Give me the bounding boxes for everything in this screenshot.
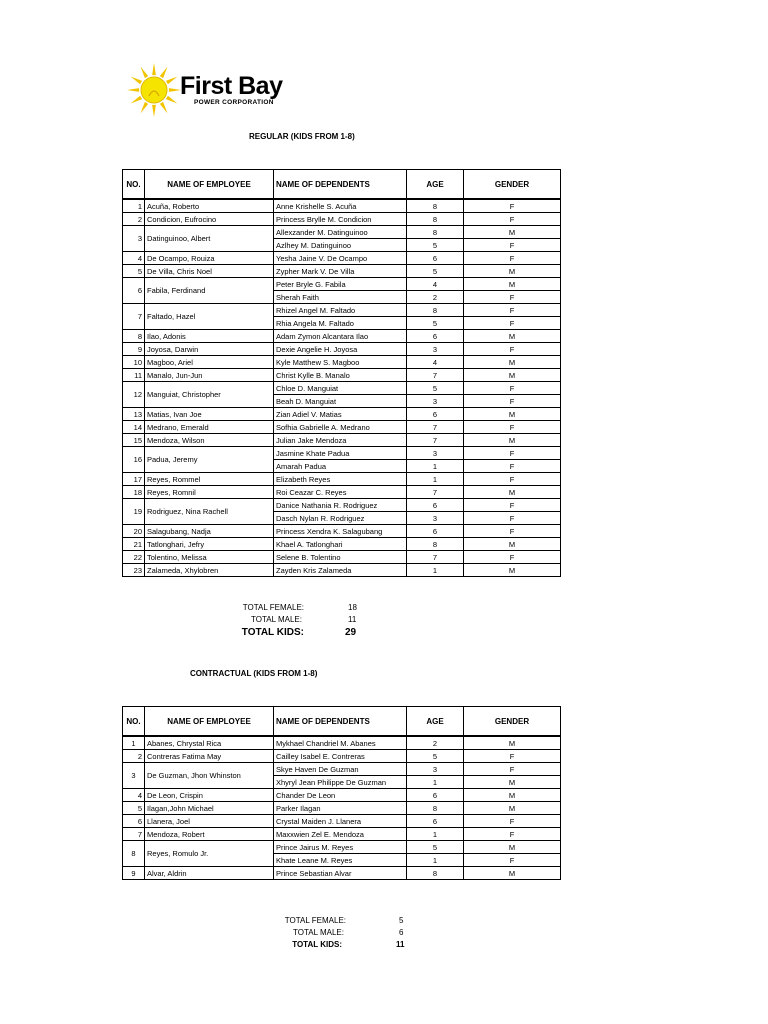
- dependent-gender: F: [464, 473, 561, 486]
- employee-name: Rodriguez, Nina Rachell: [145, 499, 274, 525]
- header-dependents: NAME OF DEPENDENTS: [274, 707, 407, 737]
- dependent-name: Khael A. Tatlonghari: [274, 538, 407, 551]
- dependent-age: 8: [407, 304, 464, 317]
- row-number: 5: [123, 802, 145, 815]
- sun-ray: [127, 88, 139, 92]
- row-number: 4: [123, 789, 145, 802]
- dependent-gender: F: [464, 199, 561, 213]
- row-number: 23: [123, 564, 145, 577]
- employee-name: Alvar, Aldrin: [145, 867, 274, 880]
- employee-name: Zalameda, Xhylobren: [145, 564, 274, 577]
- row-number: 19: [123, 499, 145, 525]
- sun-ray: [141, 102, 149, 114]
- dependent-gender: F: [464, 291, 561, 304]
- dependent-age: 6: [407, 789, 464, 802]
- dependent-gender: M: [464, 867, 561, 880]
- dependent-name: Zayden Kris Zalameda: [274, 564, 407, 577]
- dependent-age: 5: [407, 841, 464, 854]
- dependent-age: 7: [407, 421, 464, 434]
- contractual-total-female-label: TOTAL FEMALE:: [284, 916, 346, 925]
- dependent-name: Zian Adiel V. Matias: [274, 408, 407, 421]
- sun-bulb-icon: [126, 62, 186, 118]
- dependent-gender: M: [464, 538, 561, 551]
- dependent-age: 1: [407, 564, 464, 577]
- contractual-total-male-label: TOTAL MALE:: [293, 928, 344, 937]
- dependent-age: 5: [407, 382, 464, 395]
- dependent-name: Zypher Mark V. De Villa: [274, 265, 407, 278]
- dependent-name: Jasmine Khate Padua: [274, 447, 407, 460]
- row-number: 20: [123, 525, 145, 538]
- dependent-gender: M: [464, 356, 561, 369]
- dependent-name: Yesha Jaine V. De Ocampo: [274, 252, 407, 265]
- table-row: [123, 763, 561, 776]
- table-row: [123, 408, 561, 421]
- row-number: 5: [123, 265, 145, 278]
- dependent-name: Princess Xendra K. Salagubang: [274, 525, 407, 538]
- dependent-gender: F: [464, 499, 561, 512]
- dependent-age: 6: [407, 408, 464, 421]
- regular-total-female-label: TOTAL FEMALE:: [242, 603, 304, 612]
- dependent-name: Prince Jairus M. Reyes: [274, 841, 407, 854]
- dependent-gender: F: [464, 525, 561, 538]
- dependent-age: 7: [407, 434, 464, 447]
- company-logo: [126, 62, 286, 118]
- sun-ray: [152, 63, 156, 75]
- dependent-gender: M: [464, 776, 561, 789]
- row-number: 22: [123, 551, 145, 564]
- table-row: [123, 789, 561, 802]
- dependent-age: 5: [407, 239, 464, 252]
- dependent-age: 8: [407, 199, 464, 213]
- row-number: 8: [123, 841, 145, 867]
- employee-name: Mendoza, Robert: [145, 828, 274, 841]
- dependent-name: Dasch Nylan R. Rodriguez: [274, 512, 407, 525]
- table-row: [123, 815, 561, 828]
- employee-name: De Guzman, Jhon Whinston: [145, 763, 274, 789]
- row-number: 12: [123, 382, 145, 408]
- employee-name: Medrano, Emerald: [145, 421, 274, 434]
- dependent-name: Danice Nathania R. Rodriguez: [274, 499, 407, 512]
- dependent-name: Rhizel Angel M. Faltado: [274, 304, 407, 317]
- table-row: [123, 199, 561, 213]
- dependent-age: 4: [407, 356, 464, 369]
- dependent-name: Princess Brylle M. Condicion: [274, 213, 407, 226]
- row-number: 14: [123, 421, 145, 434]
- dependent-gender: M: [464, 434, 561, 447]
- regular-dependents-table: [122, 169, 561, 577]
- employee-name: Llanera, Joel: [145, 815, 274, 828]
- table-row: [123, 382, 561, 395]
- dependent-age: 5: [407, 750, 464, 763]
- dependent-age: 1: [407, 473, 464, 486]
- dependent-gender: M: [464, 841, 561, 854]
- header-age: AGE: [407, 707, 464, 737]
- dependent-gender: F: [464, 239, 561, 252]
- table-row: [123, 473, 561, 486]
- row-number: 13: [123, 408, 145, 421]
- employee-name: Padua, Jeremy: [145, 447, 274, 473]
- dependent-gender: F: [464, 382, 561, 395]
- dependent-age: 4: [407, 278, 464, 291]
- header-employee: NAME OF EMPLOYEE: [145, 707, 274, 737]
- dependent-name: Mykhael Chandriel M. Abanes: [274, 736, 407, 750]
- dependent-age: 1: [407, 828, 464, 841]
- dependent-age: 8: [407, 226, 464, 239]
- row-number: 6: [123, 815, 145, 828]
- dependent-name: Chloe D. Manguiat: [274, 382, 407, 395]
- dependent-gender: M: [464, 330, 561, 343]
- dependent-gender: M: [464, 408, 561, 421]
- dependent-age: 8: [407, 802, 464, 815]
- dependent-age: 3: [407, 763, 464, 776]
- row-number: 21: [123, 538, 145, 551]
- dependent-gender: F: [464, 460, 561, 473]
- dependent-age: 3: [407, 395, 464, 408]
- table-row: [123, 369, 561, 382]
- dependent-gender: F: [464, 317, 561, 330]
- dependent-age: 8: [407, 538, 464, 551]
- table-row: [123, 447, 561, 460]
- table-row: [123, 736, 561, 750]
- dependent-gender: F: [464, 213, 561, 226]
- employee-name: Contreras Fatima May: [145, 750, 274, 763]
- regular-total-female-value: 18: [348, 603, 357, 612]
- dependent-age: 6: [407, 499, 464, 512]
- dependent-gender: M: [464, 278, 561, 291]
- row-number: 2: [123, 213, 145, 226]
- dependent-age: 1: [407, 460, 464, 473]
- regular-total-male-label: TOTAL MALE:: [251, 615, 302, 624]
- dependent-gender: F: [464, 252, 561, 265]
- row-number: 9: [123, 343, 145, 356]
- table-row: [123, 499, 561, 512]
- table-row: [123, 226, 561, 239]
- table-row: [123, 802, 561, 815]
- employee-name: Manguiat, Christopher: [145, 382, 274, 408]
- header-age: AGE: [407, 170, 464, 200]
- row-number: 8: [123, 330, 145, 343]
- dependent-gender: M: [464, 369, 561, 382]
- sun-ray: [152, 105, 156, 117]
- row-number: 18: [123, 486, 145, 499]
- contractual-section-title: CONTRACTUAL (KIDS FROM 1-8): [190, 669, 318, 678]
- dependent-name: Adam Zymon Alcantara Ilao: [274, 330, 407, 343]
- dependent-age: 3: [407, 447, 464, 460]
- header-employee: NAME OF EMPLOYEE: [145, 170, 274, 200]
- dependent-gender: F: [464, 421, 561, 434]
- contractual-table-body: [123, 736, 561, 880]
- row-number: 10: [123, 356, 145, 369]
- sun-ray: [166, 77, 178, 85]
- dependent-name: Chander De Leon: [274, 789, 407, 802]
- employee-name: Tatlonghari, Jefry: [145, 538, 274, 551]
- dependent-age: 7: [407, 369, 464, 382]
- dependent-gender: F: [464, 828, 561, 841]
- dependent-gender: F: [464, 815, 561, 828]
- dependent-age: 1: [407, 776, 464, 789]
- table-row: [123, 278, 561, 291]
- regular-section-title: REGULAR (KIDS FROM 1-8): [249, 132, 355, 141]
- employee-name: Magboo, Ariel: [145, 356, 274, 369]
- table-row: [123, 330, 561, 343]
- table-row: [123, 486, 561, 499]
- dependent-name: Parker Ilagan: [274, 802, 407, 815]
- dependent-gender: M: [464, 789, 561, 802]
- dependent-name: Peter Bryle G. Fabila: [274, 278, 407, 291]
- table-row: [123, 434, 561, 447]
- dependent-name: Elizabeth Reyes: [274, 473, 407, 486]
- row-number: 7: [123, 304, 145, 330]
- dependent-name: Xhyryl Jean Philippe De Guzman: [274, 776, 407, 789]
- dependent-name: Kyle Matthew S. Magboo: [274, 356, 407, 369]
- dependent-gender: F: [464, 551, 561, 564]
- sun-ray: [160, 67, 168, 79]
- employee-name: Abanes, Chrystal Rica: [145, 736, 274, 750]
- dependent-name: Anne Krishelle S. Acuña: [274, 199, 407, 213]
- dependent-gender: F: [464, 512, 561, 525]
- row-number: 1: [123, 199, 145, 213]
- table-row: [123, 841, 561, 854]
- row-number: 9: [123, 867, 145, 880]
- row-number: 11: [123, 369, 145, 382]
- table-row: [123, 828, 561, 841]
- dependent-name: Rhia Angela M. Faltado: [274, 317, 407, 330]
- dependent-age: 3: [407, 512, 464, 525]
- dependent-name: Christ Kylle B. Manalo: [274, 369, 407, 382]
- dependent-gender: F: [464, 447, 561, 460]
- header-no: NO.: [123, 170, 145, 200]
- dependent-gender: M: [464, 736, 561, 750]
- dependent-gender: M: [464, 265, 561, 278]
- regular-table-body: [123, 199, 561, 577]
- employee-name: Manalo, Jun-Jun: [145, 369, 274, 382]
- sun-ray: [166, 96, 178, 104]
- employee-name: De Ocampo, Rouiza: [145, 252, 274, 265]
- dependent-name: Sofhia Gabrielle A. Medrano: [274, 421, 407, 434]
- dependent-gender: F: [464, 343, 561, 356]
- employee-name: Mendoza, Wilson: [145, 434, 274, 447]
- dependent-age: 2: [407, 736, 464, 750]
- row-number: 3: [123, 763, 145, 789]
- dependent-age: 5: [407, 265, 464, 278]
- row-number: 15: [123, 434, 145, 447]
- row-number: 2: [123, 750, 145, 763]
- dependent-name: Khate Leane M. Reyes: [274, 854, 407, 867]
- dependent-gender: F: [464, 854, 561, 867]
- dependent-name: Julian Jake Mendoza: [274, 434, 407, 447]
- dependent-gender: M: [464, 226, 561, 239]
- employee-name: Reyes, Romnil: [145, 486, 274, 499]
- dependent-name: Roi Ceazar C. Reyes: [274, 486, 407, 499]
- dependent-age: 3: [407, 343, 464, 356]
- employee-name: Matias, Ivan Joe: [145, 408, 274, 421]
- employee-name: Ilao, Adonis: [145, 330, 274, 343]
- dependent-name: Selene B. Tolentino: [274, 551, 407, 564]
- dependent-age: 7: [407, 486, 464, 499]
- header-no: NO.: [123, 707, 145, 737]
- row-number: 3: [123, 226, 145, 252]
- table-header-row: [123, 170, 561, 200]
- row-number: 7: [123, 828, 145, 841]
- employee-name: De Villa, Chris Noel: [145, 265, 274, 278]
- dependent-name: Dexie Angelie H. Joyosa: [274, 343, 407, 356]
- row-number: 16: [123, 447, 145, 473]
- table-row: [123, 564, 561, 577]
- dependent-age: 1: [407, 854, 464, 867]
- dependent-gender: F: [464, 750, 561, 763]
- table-header-row: [123, 707, 561, 737]
- header-gender: GENDER: [464, 170, 561, 200]
- dependent-name: Prince Sebastian Alvar: [274, 867, 407, 880]
- sun-ray: [160, 102, 168, 114]
- employee-name: Fabila, Ferdinand: [145, 278, 274, 304]
- table-row: [123, 421, 561, 434]
- header-dependents: NAME OF DEPENDENTS: [274, 170, 407, 200]
- dependent-name: Skye Haven De Guzman: [274, 763, 407, 776]
- sun-ray: [131, 77, 143, 85]
- table-row: [123, 304, 561, 317]
- dependent-age: 2: [407, 291, 464, 304]
- contractual-total-male-value: 6: [399, 928, 404, 937]
- dependent-gender: F: [464, 763, 561, 776]
- table-row: [123, 551, 561, 564]
- row-number: 4: [123, 252, 145, 265]
- dependent-name: Cailley Isabel E. Contreras: [274, 750, 407, 763]
- dependent-age: 6: [407, 330, 464, 343]
- table-row: [123, 750, 561, 763]
- table-row: [123, 265, 561, 278]
- dependent-age: 6: [407, 525, 464, 538]
- dependent-gender: F: [464, 395, 561, 408]
- contractual-total-kids-value: 11: [396, 940, 405, 949]
- table-row: [123, 867, 561, 880]
- contractual-total-female-value: 5: [399, 916, 404, 925]
- employee-name: De Leon, Crispin: [145, 789, 274, 802]
- employee-name: Acuña, Roberto: [145, 199, 274, 213]
- row-number: 1: [123, 736, 145, 750]
- regular-total-kids-label: TOTAL KIDS:: [241, 627, 304, 638]
- sun-core: [141, 77, 167, 103]
- table-row: [123, 538, 561, 551]
- dependent-age: 8: [407, 213, 464, 226]
- dependent-gender: M: [464, 802, 561, 815]
- regular-total-male-value: 11: [348, 615, 357, 624]
- employee-name: Reyes, Romulo Jr.: [145, 841, 274, 867]
- employee-name: Condicion, Eufrocino: [145, 213, 274, 226]
- logo-wordmark: First Bay: [180, 72, 283, 100]
- employee-name: Tolentino, Melissa: [145, 551, 274, 564]
- dependent-gender: M: [464, 486, 561, 499]
- table-row: [123, 213, 561, 226]
- employee-name: Ilagan,John Michael: [145, 802, 274, 815]
- dependent-age: 5: [407, 317, 464, 330]
- contractual-total-kids-label: TOTAL KIDS:: [292, 940, 342, 949]
- sun-ray: [131, 96, 143, 104]
- regular-total-kids-value: 29: [345, 627, 357, 638]
- dependent-name: Beah D. Manguiat: [274, 395, 407, 408]
- dependent-age: 7: [407, 551, 464, 564]
- table-row: [123, 252, 561, 265]
- employee-name: Joyosa, Darwin: [145, 343, 274, 356]
- logo-subtitle: POWER CORPORATION: [194, 99, 274, 106]
- dependent-gender: F: [464, 304, 561, 317]
- table-row: [123, 525, 561, 538]
- employee-name: Faltado, Hazel: [145, 304, 274, 330]
- dependent-name: Sherah Faith: [274, 291, 407, 304]
- contractual-dependents-table: [122, 706, 561, 880]
- employee-name: Reyes, Rommel: [145, 473, 274, 486]
- row-number: 6: [123, 278, 145, 304]
- dependent-name: Allexzander M. Datinguinoo: [274, 226, 407, 239]
- dependent-name: Amarah Padua: [274, 460, 407, 473]
- dependent-age: 6: [407, 252, 464, 265]
- dependent-age: 6: [407, 815, 464, 828]
- dependent-age: 8: [407, 867, 464, 880]
- sun-ray: [141, 67, 149, 79]
- regular-totals: [200, 603, 370, 643]
- employee-name: Datinguinoo, Albert: [145, 226, 274, 252]
- table-row: [123, 343, 561, 356]
- dependent-name: Maxxwien Zel E. Mendoza: [274, 828, 407, 841]
- dependent-name: Azlhey M. Datinguinoo: [274, 239, 407, 252]
- table-row: [123, 356, 561, 369]
- contractual-totals: [240, 916, 410, 952]
- row-number: 17: [123, 473, 145, 486]
- dependent-gender: M: [464, 564, 561, 577]
- header-gender: GENDER: [464, 707, 561, 737]
- employee-name: Salagubang, Nadja: [145, 525, 274, 538]
- dependent-name: Crystal Maiden J. Llanera: [274, 815, 407, 828]
